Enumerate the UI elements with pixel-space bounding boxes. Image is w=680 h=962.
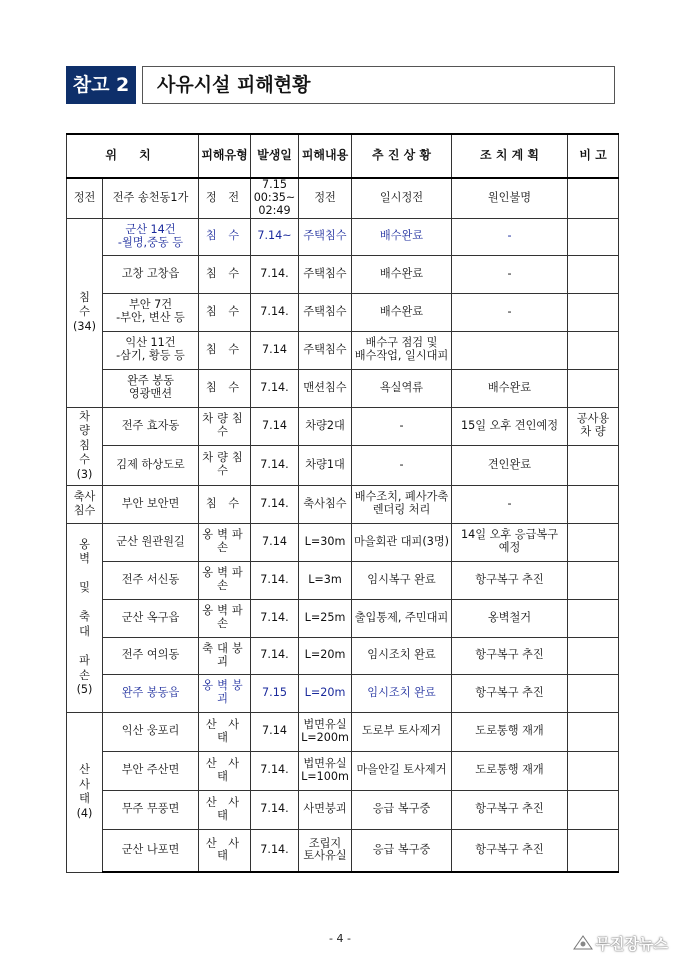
status-cell: 배수조치, 폐사가축 렌더링 처리 bbox=[352, 485, 452, 523]
note-cell bbox=[568, 369, 619, 407]
note-cell bbox=[568, 178, 619, 218]
location-cell: 군산 옥구읍 bbox=[103, 599, 199, 637]
category-cell: 축사 침수 bbox=[67, 485, 103, 523]
damage-type-cell: 산 사 태 bbox=[199, 751, 251, 790]
header-status: 추 진 상 황 bbox=[352, 134, 452, 178]
location-cell: 완주 봉동 영광맨션 bbox=[103, 369, 199, 407]
note-cell bbox=[568, 523, 619, 561]
damage-type-cell: 차량침수 bbox=[199, 445, 251, 485]
damage-content-cell: L=25m bbox=[299, 599, 352, 637]
damage-content-cell: 주택침수 bbox=[299, 218, 352, 255]
damage-type-cell: 산 사 태 bbox=[199, 829, 251, 872]
plan-cell: - bbox=[452, 218, 568, 255]
plan-cell: 원인불명 bbox=[452, 178, 568, 218]
note-cell bbox=[568, 637, 619, 674]
damage-content-cell: 정전 bbox=[299, 178, 352, 218]
watermark-text: 무진장뉴스 bbox=[595, 934, 668, 953]
table-row bbox=[67, 637, 619, 674]
damage-content-cell: 사면붕괴 bbox=[299, 790, 352, 829]
page-number: - 4 - bbox=[329, 932, 351, 945]
table-row bbox=[67, 407, 619, 445]
table-row bbox=[67, 485, 619, 523]
note-cell bbox=[568, 485, 619, 523]
damage-content-cell: L=20m bbox=[299, 674, 352, 712]
date-cell: 7.14 bbox=[251, 407, 299, 445]
header-row bbox=[67, 134, 619, 178]
location-cell: 군산 원관원길 bbox=[103, 523, 199, 561]
note-cell bbox=[568, 331, 619, 369]
plan-cell: 항구복구 추진 bbox=[452, 637, 568, 674]
status-cell: 배수완료 bbox=[352, 255, 452, 293]
location-cell: 익산 웅포리 bbox=[103, 712, 199, 751]
note-cell bbox=[568, 751, 619, 790]
status-cell: - bbox=[352, 407, 452, 445]
table-row bbox=[67, 178, 619, 218]
damage-content-cell: 법면유실 L=200m bbox=[299, 712, 352, 751]
plan-cell: 도로통행 재개 bbox=[452, 712, 568, 751]
location-cell: 완주 봉동읍 bbox=[103, 674, 199, 712]
note-cell bbox=[568, 445, 619, 485]
header-note: 비 고 bbox=[568, 134, 619, 178]
status-cell: 배수완료 bbox=[352, 218, 452, 255]
plan-cell: 옹벽철거 bbox=[452, 599, 568, 637]
status-cell: 출입통제, 주민대피 bbox=[352, 599, 452, 637]
note-cell bbox=[568, 599, 619, 637]
plan-cell: 항구복구 추진 bbox=[452, 674, 568, 712]
damage-content-cell: L=30m bbox=[299, 523, 352, 561]
damage-content-cell: L=3m bbox=[299, 561, 352, 599]
title-box bbox=[142, 66, 615, 104]
table-row bbox=[67, 523, 619, 561]
note-cell bbox=[568, 293, 619, 331]
location-cell: 전주 송천동1가 bbox=[103, 178, 199, 218]
damage-type-cell: 침 수 bbox=[199, 369, 251, 407]
watermark bbox=[573, 933, 668, 955]
date-cell: 7.14. bbox=[251, 445, 299, 485]
damage-type-cell: 산 사 태 bbox=[199, 790, 251, 829]
category-cell: 차 량 침 수 (3) bbox=[67, 407, 103, 485]
status-cell: 임시조치 완료 bbox=[352, 674, 452, 712]
note-cell: 공사용 차 량 bbox=[568, 407, 619, 445]
category-cell: 옹 벽 및 축 대 파 손 (5) bbox=[67, 523, 103, 712]
date-cell: 7.15 00:35~ 02:49 bbox=[251, 178, 299, 218]
damage-type-cell: 옹벽붕괴 bbox=[199, 674, 251, 712]
location-cell: 부안 주산면 bbox=[103, 751, 199, 790]
page-title: 사유시설 피해현황 bbox=[157, 74, 311, 96]
location-cell: 무주 무풍면 bbox=[103, 790, 199, 829]
category-cell: 침 수 (34) bbox=[67, 218, 103, 407]
header-content: 피해내용 bbox=[299, 134, 352, 178]
plan-cell: 도로통행 재개 bbox=[452, 751, 568, 790]
date-cell: 7.14. bbox=[251, 561, 299, 599]
status-cell: 도로부 토사제거 bbox=[352, 712, 452, 751]
location-cell: 전주 효자동 bbox=[103, 407, 199, 445]
date-cell: 7.14. bbox=[251, 369, 299, 407]
status-cell: 마을회관 대피(3명) bbox=[352, 523, 452, 561]
status-cell: 마을안길 토사제거 bbox=[352, 751, 452, 790]
plan-cell: 견인완료 bbox=[452, 445, 568, 485]
status-cell: 배수구 점검 및 배수작업, 일시대피 bbox=[352, 331, 452, 369]
plan-cell: 항구복구 추진 bbox=[452, 790, 568, 829]
damage-content-cell: L=20m bbox=[299, 637, 352, 674]
note-cell bbox=[568, 255, 619, 293]
damage-type-cell: 옹벽파손 bbox=[199, 561, 251, 599]
plan-cell: 항구복구 추진 bbox=[452, 561, 568, 599]
plan-cell: 배수완료 bbox=[452, 369, 568, 407]
plan-cell: - bbox=[452, 485, 568, 523]
damage-content-cell: 주택침수 bbox=[299, 255, 352, 293]
damage-type-cell: 차량침수 bbox=[199, 407, 251, 445]
table-row bbox=[67, 561, 619, 599]
table-row bbox=[67, 255, 619, 293]
damage-content-cell: 법면유실 L=100m bbox=[299, 751, 352, 790]
status-cell: 일시정전 bbox=[352, 178, 452, 218]
date-cell: 7.14. bbox=[251, 599, 299, 637]
date-cell: 7.14. bbox=[251, 255, 299, 293]
table-row bbox=[67, 599, 619, 637]
watermark-logo-icon bbox=[573, 934, 593, 954]
table-row bbox=[67, 331, 619, 369]
status-cell: 배수완료 bbox=[352, 293, 452, 331]
status-cell: 응급 복구중 bbox=[352, 829, 452, 872]
damage-type-cell: 옹벽파손 bbox=[199, 599, 251, 637]
note-cell bbox=[568, 561, 619, 599]
damage-content-cell: 주택침수 bbox=[299, 293, 352, 331]
location-cell: 고창 고창읍 bbox=[103, 255, 199, 293]
plan-cell: - bbox=[452, 255, 568, 293]
note-cell bbox=[568, 674, 619, 712]
damage-content-cell: 맨션침수 bbox=[299, 369, 352, 407]
status-cell: 응급 복구중 bbox=[352, 790, 452, 829]
damage-type-cell: 정 전 bbox=[199, 178, 251, 218]
location-cell: 군산 나포면 bbox=[103, 829, 199, 872]
table-row bbox=[67, 829, 619, 872]
table-row bbox=[67, 293, 619, 331]
damage-content-cell: 차량2대 bbox=[299, 407, 352, 445]
plan-cell: 15일 오후 견인예정 bbox=[452, 407, 568, 445]
date-cell: 7.15 bbox=[251, 674, 299, 712]
plan-cell bbox=[452, 331, 568, 369]
damage-type-cell: 침 수 bbox=[199, 331, 251, 369]
damage-content-cell: 주택침수 bbox=[299, 331, 352, 369]
plan-cell: 항구복구 추진 bbox=[452, 829, 568, 872]
header-location: 위 치 bbox=[67, 134, 199, 178]
damage-content-cell: 차량1대 bbox=[299, 445, 352, 485]
table-row bbox=[67, 218, 619, 255]
location-cell: 군산 14건 -월명,중동 등 bbox=[103, 218, 199, 255]
date-cell: 7.14 bbox=[251, 523, 299, 561]
table-row bbox=[67, 369, 619, 407]
damage-type-cell: 침 수 bbox=[199, 218, 251, 255]
header-date: 발생일 bbox=[251, 134, 299, 178]
date-cell: 7.14. bbox=[251, 293, 299, 331]
location-cell: 부안 보안면 bbox=[103, 485, 199, 523]
header-type: 피해유형 bbox=[199, 134, 251, 178]
header-plan: 조 치 계 획 bbox=[452, 134, 568, 178]
table-row bbox=[67, 790, 619, 829]
table-body bbox=[67, 178, 619, 872]
status-cell: 임시조치 완료 bbox=[352, 637, 452, 674]
note-cell bbox=[568, 829, 619, 872]
table-row bbox=[67, 712, 619, 751]
location-cell: 전주 서신동 bbox=[103, 561, 199, 599]
note-cell bbox=[568, 218, 619, 255]
location-cell: 전주 여의동 bbox=[103, 637, 199, 674]
damage-type-cell: 침 수 bbox=[199, 293, 251, 331]
table-row bbox=[67, 751, 619, 790]
note-cell bbox=[568, 790, 619, 829]
damage-type-cell: 침 수 bbox=[199, 255, 251, 293]
date-cell: 7.14~ bbox=[251, 218, 299, 255]
title-section bbox=[66, 66, 615, 104]
table-row bbox=[67, 674, 619, 712]
date-cell: 7.14. bbox=[251, 751, 299, 790]
plan-cell: - bbox=[452, 293, 568, 331]
damage-type-cell: 옹벽파손 bbox=[199, 523, 251, 561]
location-cell: 부안 7건 -부안, 변산 등 bbox=[103, 293, 199, 331]
table-row bbox=[67, 445, 619, 485]
date-cell: 7.14. bbox=[251, 637, 299, 674]
date-cell: 7.14. bbox=[251, 790, 299, 829]
date-cell: 7.14. bbox=[251, 485, 299, 523]
status-cell: 욕실역류 bbox=[352, 369, 452, 407]
location-cell: 김제 하상도로 bbox=[103, 445, 199, 485]
plan-cell: 14일 오후 응급복구 예정 bbox=[452, 523, 568, 561]
category-cell: 정전 bbox=[67, 178, 103, 218]
location-cell: 익산 11건 -삼기, 황등 등 bbox=[103, 331, 199, 369]
note-cell bbox=[568, 712, 619, 751]
status-cell: 임시복구 완료 bbox=[352, 561, 452, 599]
damage-table bbox=[66, 133, 619, 873]
date-cell: 7.14. bbox=[251, 829, 299, 872]
date-cell: 7.14 bbox=[251, 712, 299, 751]
damage-content-cell: 축사침수 bbox=[299, 485, 352, 523]
category-cell: 산 사 태 (4) bbox=[67, 712, 103, 872]
status-cell: - bbox=[352, 445, 452, 485]
damage-type-cell: 축대붕괴 bbox=[199, 637, 251, 674]
title-badge: 참고 2 bbox=[66, 66, 136, 104]
damage-type-cell: 산 사 태 bbox=[199, 712, 251, 751]
damage-content-cell: 조립지 토사유실 bbox=[299, 829, 352, 872]
damage-type-cell: 침 수 bbox=[199, 485, 251, 523]
date-cell: 7.14 bbox=[251, 331, 299, 369]
